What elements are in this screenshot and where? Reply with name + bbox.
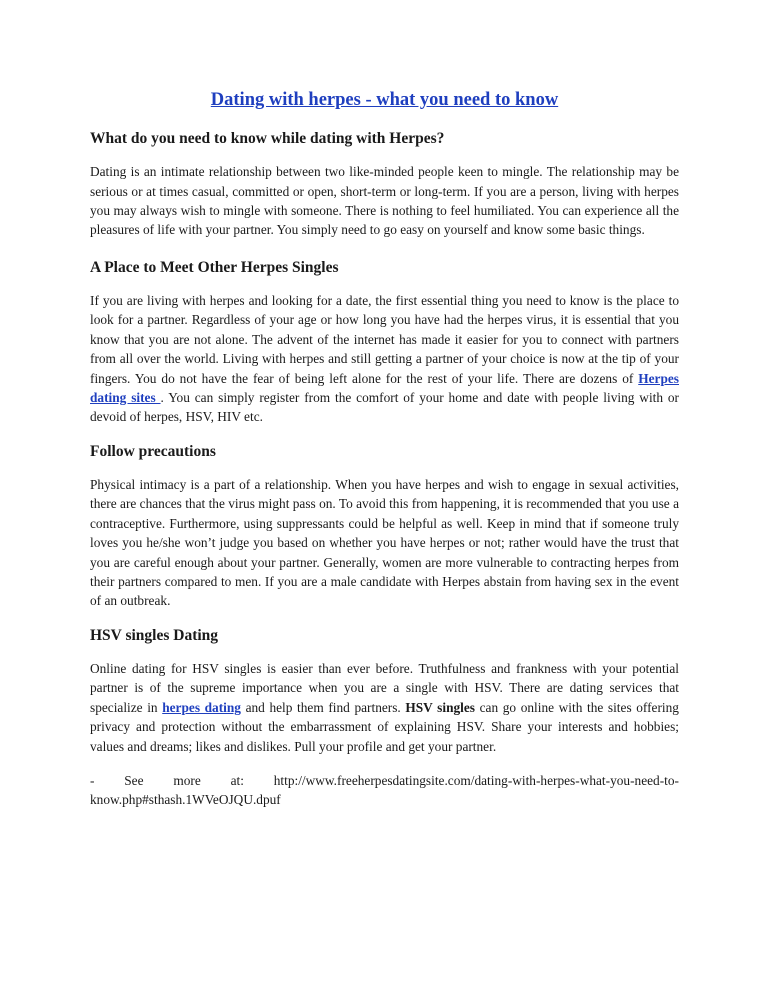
section-heading-precautions: Follow precautions <box>90 442 216 460</box>
section-paragraph-hsv-singles <box>90 659 679 756</box>
section-heading-what-to-know: What do you need to know while dating with Herpes? <box>90 130 445 148</box>
document-page <box>90 88 679 825</box>
section-paragraph-precautions: Physical intimacy is a part of a relationship. When you have herpes and wish to engage in sexual activities, there are chances that the virus might pass on. To avoid this from happening, it is recommended that you use a contraceptive. Furthermore, using suppressants could be helpful as well. Keep in mind that if someone truly loves you he/she won’t judge you based on whether you have herpes or not; rather would have the trust that you are careful enough about your partner. Generally, women are more vulnerable to contracting herpes from their partners compared to men. If you are a male candidate with Herpes abstain from having sex in the event of an outbreak. <box>90 476 679 609</box>
document-title: Dating with herpes - what you need to know <box>210 90 559 110</box>
hsv-singles-bold: HSV singles <box>405 699 475 715</box>
see-more-footer: - See more at: http://www.freeherpesdatingsite.com/dating-with-herpes-what-you-need-to-know.php#sthash.1WVeOJQU.dpuf <box>90 772 679 808</box>
section-paragraph-what-to-know: Dating is an intimate relationship between two like-minded people keen to mingle. The relationship may be serious or at times casual, committed or open, short-term or long-term. If you are a person, living with herpes you may always wish to mingle with someone. There is nothing to feel humiliated. You can experience all the pleasures of life with your partner. You simply need to go easy on yourself and know some basic things. <box>90 164 679 238</box>
section-heading-hsv-singles: HSV singles Dating <box>90 626 219 644</box>
paragraph-text: can go online with the sites offering privacy and protection without the embarrassment of explaining HSV. Share your interests and hobbies; values and dreams; likes and dislikes. Pull your profile and get your partner. <box>90 699 679 754</box>
paragraph-text: and help them find partners. <box>240 699 406 715</box>
herpes-dating-sites-link[interactable]: Herpes dating sites <box>90 370 679 405</box>
section-paragraph-place-to-meet <box>90 291 679 427</box>
herpes-dating-link[interactable]: herpes dating <box>162 699 241 715</box>
paragraph-text: If you are living with herpes and looking for a date, the first essential thing you need to know is the place to look for a partner. Regardless of your age or how long you have had the herpes virus, it is essential that you know that you are not alone. The advent of the internet has made it easier for you to connect with partners from all over the world. Living with herpes and still getting a partner of your choice is now at the tip of your fingers. You do not have the fear of being left alone for the rest of your life. There are dozens of <box>90 292 679 386</box>
paragraph-text: . You can simply register from the comfort of your home and date with people living with or devoid of herpes, HSV, HIV etc. <box>90 389 680 425</box>
section-heading-place-to-meet: A Place to Meet Other Herpes Singles <box>90 258 339 276</box>
paragraph-text: Online dating for HSV singles is easier than ever before. Truthfulness and frankness with your potential partner is of the supreme importance when you are a single with HSV. There are dating services that specialize in <box>90 660 679 715</box>
